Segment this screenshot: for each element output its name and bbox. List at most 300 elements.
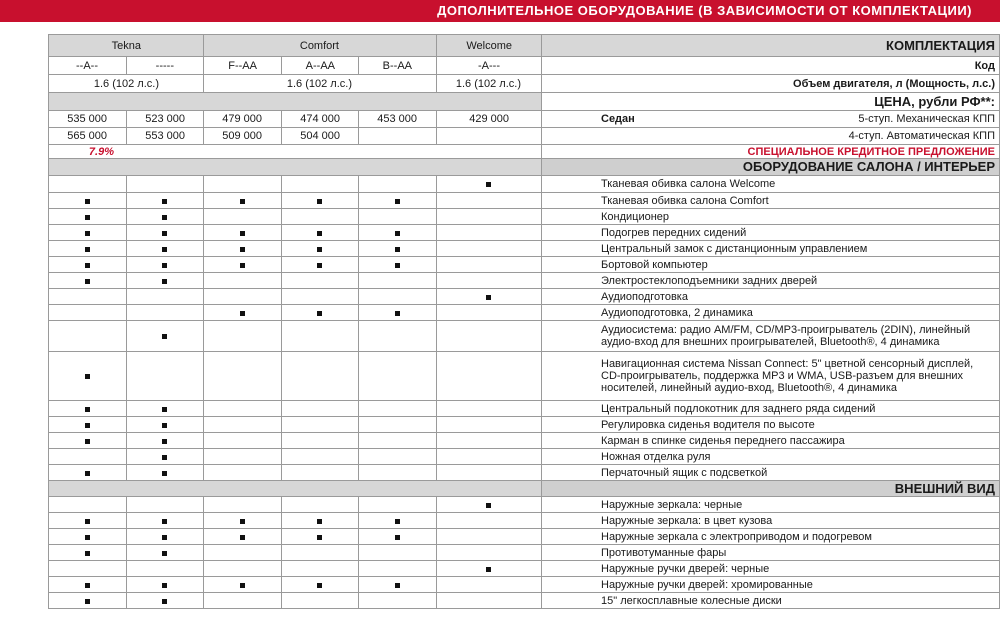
mark-cell	[49, 305, 127, 321]
mark-cell	[204, 352, 282, 401]
code-value: F--AA	[228, 59, 257, 72]
mark-cell	[359, 321, 437, 352]
feature-label: Регулировка сиденья водителя по высоте	[601, 418, 815, 431]
mark-cell	[281, 241, 359, 257]
code-cell	[126, 57, 204, 75]
mark-cell	[126, 273, 204, 289]
mark-cell	[49, 593, 127, 609]
mark-cell	[49, 465, 127, 481]
mark-cell	[126, 352, 204, 401]
feature-label-cell	[541, 241, 999, 257]
price-value: 453 000	[377, 113, 418, 125]
promo-label: СПЕЦИАЛЬНОЕ КРЕДИТНОЕ ПРЕДЛОЖЕНИЕ	[747, 145, 995, 158]
equipped-mark	[85, 374, 90, 379]
equipped-mark	[317, 311, 322, 316]
feature-label: Противотуманные фары	[601, 546, 727, 559]
mark-cell	[126, 449, 204, 465]
equipped-mark	[85, 279, 90, 284]
equipped-mark	[85, 215, 90, 220]
equipped-mark	[162, 407, 167, 412]
feature-label-cell	[541, 577, 999, 593]
mark-cell	[436, 289, 541, 305]
feature-label: Ножная отделка руля	[601, 450, 711, 463]
code-value: --A--	[76, 59, 99, 72]
feature-row	[49, 401, 1000, 417]
group-comfort: Comfort	[300, 39, 340, 52]
equipped-mark	[486, 567, 491, 572]
price-at-row	[49, 128, 1000, 145]
mark-cell	[126, 209, 204, 225]
mark-cell	[436, 273, 541, 289]
engine-value: 1.6 (102 л.с.)	[456, 77, 522, 90]
price-value: 553 000	[144, 130, 185, 142]
mark-cell	[281, 289, 359, 305]
price-label-cell	[541, 93, 999, 111]
feature-row	[49, 289, 1000, 305]
feature-row	[49, 321, 1000, 352]
equipped-mark	[162, 231, 167, 236]
equipped-mark	[395, 263, 400, 268]
group-tekna-cell	[49, 35, 204, 57]
mark-cell	[359, 305, 437, 321]
feature-label-cell	[541, 529, 999, 545]
feature-row	[49, 305, 1000, 321]
group-welcome-cell	[436, 35, 541, 57]
feature-label: Центральный подлокотник для заднего ряда сидений	[601, 402, 876, 415]
mark-cell	[436, 417, 541, 433]
mark-cell	[436, 225, 541, 241]
mark-cell	[49, 433, 127, 449]
feature-label: Наружные ручки дверей: хромированные	[601, 578, 813, 591]
mark-cell	[126, 593, 204, 609]
equipped-mark	[486, 503, 491, 508]
price-value: 504 000	[300, 130, 340, 142]
mark-cell	[49, 321, 127, 352]
code-cell	[281, 57, 359, 75]
mark-cell	[281, 225, 359, 241]
equipped-mark	[240, 263, 245, 268]
feature-label: Аудиоподготовка	[601, 290, 688, 303]
equipped-mark	[162, 247, 167, 252]
mark-cell	[126, 321, 204, 352]
mark-cell	[49, 257, 127, 273]
feature-label-cell	[541, 193, 999, 209]
feature-label: Аудиоподготовка, 2 динамика	[601, 306, 753, 319]
mark-cell	[49, 529, 127, 545]
mark-cell	[126, 577, 204, 593]
mark-cell	[359, 241, 437, 257]
equipped-mark	[85, 199, 90, 204]
equipment-table-body	[49, 35, 1000, 609]
promo-rate: 7.9%	[89, 145, 115, 158]
equipped-mark	[85, 471, 90, 476]
engine-value: 1.6 (102 л.с.)	[93, 77, 159, 90]
engine-cell	[204, 75, 437, 93]
feature-row	[49, 465, 1000, 481]
equipped-mark	[85, 439, 90, 444]
mark-cell	[49, 352, 127, 401]
mark-cell	[204, 257, 282, 273]
mark-cell	[359, 433, 437, 449]
feature-label-cell	[541, 593, 999, 609]
feature-row	[49, 577, 1000, 593]
price-cell	[281, 111, 359, 128]
mark-cell	[281, 529, 359, 545]
mark-cell	[281, 561, 359, 577]
mark-cell	[126, 465, 204, 481]
price-cell	[204, 128, 282, 145]
feature-row	[49, 449, 1000, 465]
equipped-mark	[162, 551, 167, 556]
mark-cell	[126, 289, 204, 305]
mark-cell	[281, 321, 359, 352]
mark-cell	[126, 176, 204, 193]
feature-label-cell	[541, 401, 999, 417]
mark-cell	[436, 593, 541, 609]
equipped-mark	[317, 199, 322, 204]
mark-cell	[436, 241, 541, 257]
price-value: 479 000	[222, 113, 263, 125]
feature-label: Тканевая обивка салона Comfort	[601, 194, 769, 207]
mark-cell	[49, 497, 127, 513]
mark-cell	[436, 465, 541, 481]
feature-label-cell	[541, 257, 999, 273]
mark-cell	[281, 513, 359, 529]
equipped-mark	[162, 423, 167, 428]
mark-cell	[204, 305, 282, 321]
mark-cell	[204, 289, 282, 305]
feature-row	[49, 529, 1000, 545]
engine-row	[49, 75, 1000, 93]
section-title: ВНЕШНИЙ ВИД	[894, 480, 995, 496]
mark-cell	[359, 561, 437, 577]
feature-label-cell	[541, 305, 999, 321]
equipped-mark	[240, 519, 245, 524]
mark-cell	[49, 401, 127, 417]
equipped-mark	[486, 295, 491, 300]
mark-cell	[204, 497, 282, 513]
price-cell	[281, 128, 359, 145]
mark-cell	[49, 289, 127, 305]
promo-row	[49, 145, 1000, 159]
feature-label-cell	[541, 321, 999, 352]
price-value: 474 000	[300, 113, 340, 125]
promo-rate-cell	[49, 145, 542, 159]
code-value: A--AA	[305, 59, 335, 72]
code-label-cell	[541, 57, 999, 75]
mark-cell	[204, 465, 282, 481]
price-cell	[49, 128, 127, 145]
mark-cell	[204, 433, 282, 449]
feature-label: Наружные зеркала: черные	[601, 498, 743, 511]
equipped-mark	[317, 535, 322, 540]
equipped-mark	[486, 182, 491, 187]
group-header-row	[49, 35, 1000, 57]
equipped-mark	[162, 215, 167, 220]
mark-cell	[281, 305, 359, 321]
equipped-mark	[85, 599, 90, 604]
engine-label-cell	[541, 75, 999, 93]
mark-cell	[436, 433, 541, 449]
equipped-mark	[395, 535, 400, 540]
feature-row	[49, 273, 1000, 289]
equipped-mark	[162, 455, 167, 460]
mark-cell	[359, 225, 437, 241]
feature-label-cell	[541, 561, 999, 577]
feature-row	[49, 593, 1000, 609]
equipped-mark	[162, 263, 167, 268]
price-cell	[126, 111, 204, 128]
mark-cell	[359, 352, 437, 401]
section-row	[49, 159, 1000, 176]
equipped-mark	[240, 311, 245, 316]
equipped-mark	[162, 199, 167, 204]
mark-cell	[126, 497, 204, 513]
mark-cell	[281, 417, 359, 433]
price-cell	[126, 128, 204, 145]
section-title-cell	[541, 481, 999, 497]
price-value: 523 000	[144, 113, 185, 125]
equipped-mark	[162, 583, 167, 588]
mt-label: 5-ступ. Механическая КПП	[858, 113, 995, 125]
mark-cell	[436, 193, 541, 209]
equipped-mark	[85, 551, 90, 556]
equipped-mark	[395, 199, 400, 204]
feature-label: Наружные ручки дверей: черные	[601, 562, 770, 575]
mark-cell	[359, 193, 437, 209]
mark-cell	[359, 593, 437, 609]
price-value: 429 000	[468, 113, 509, 125]
banner-title: ДОПОЛНИТЕЛЬНОЕ ОБОРУДОВАНИЕ (В ЗАВИСИМОСТИ ОТ КОМПЛЕКТАЦИИ)	[437, 3, 972, 18]
equipped-mark	[240, 199, 245, 204]
code-value: -----	[155, 59, 175, 72]
mark-cell	[126, 241, 204, 257]
engine-cell	[49, 75, 204, 93]
mark-cell	[359, 289, 437, 305]
code-cell	[49, 57, 127, 75]
code-cell	[359, 57, 437, 75]
price-mt-row	[49, 111, 1000, 128]
feature-row	[49, 225, 1000, 241]
equipped-mark	[162, 519, 167, 524]
feature-label: Наружные зеркала с электроприводом и подогревом	[601, 530, 872, 543]
mark-cell	[436, 561, 541, 577]
mark-cell	[49, 176, 127, 193]
mark-cell	[436, 209, 541, 225]
mark-cell	[436, 176, 541, 193]
mark-cell	[126, 561, 204, 577]
mark-cell	[126, 529, 204, 545]
mark-cell	[436, 352, 541, 401]
group-welcome: Welcome	[465, 39, 512, 52]
code-row	[49, 57, 1000, 75]
mark-cell	[359, 273, 437, 289]
equipped-mark	[85, 263, 90, 268]
section-fill	[49, 159, 542, 176]
mark-cell	[359, 449, 437, 465]
price-label: ЦЕНА, рубли РФ**:	[874, 93, 995, 109]
mark-cell	[126, 257, 204, 273]
mark-cell	[126, 305, 204, 321]
equipped-mark	[85, 583, 90, 588]
price-cell	[204, 111, 282, 128]
mark-cell	[281, 545, 359, 561]
mark-cell	[204, 209, 282, 225]
mark-cell	[436, 497, 541, 513]
mark-cell	[436, 545, 541, 561]
price-value: 509 000	[222, 130, 263, 142]
mark-cell	[204, 577, 282, 593]
feature-label: Наружные зеркала: в цвет кузова	[601, 514, 773, 527]
price-value: 535 000	[67, 113, 108, 125]
price-heading-row	[49, 93, 1000, 111]
feature-label: Подогрев передних сидений	[601, 226, 747, 239]
section-title: ОБОРУДОВАНИЕ САЛОНА / ИНТЕРЬЕР	[742, 159, 995, 174]
mark-cell	[281, 176, 359, 193]
equipped-mark	[162, 334, 167, 339]
equipped-mark	[162, 439, 167, 444]
price-heading-fill	[49, 93, 542, 111]
kit-label-cell	[541, 35, 999, 57]
mark-cell	[204, 513, 282, 529]
mark-cell	[204, 417, 282, 433]
equipped-mark	[162, 279, 167, 284]
equipped-mark	[85, 247, 90, 252]
feature-label-cell	[541, 176, 999, 193]
sedan-label: Седан	[601, 113, 635, 125]
feature-row	[49, 545, 1000, 561]
kit-label: КОМПЛЕКТАЦИЯ	[886, 37, 995, 53]
mark-cell	[204, 545, 282, 561]
mark-cell	[281, 449, 359, 465]
mark-cell	[204, 176, 282, 193]
code-label: Код	[974, 59, 995, 72]
equipped-mark	[85, 407, 90, 412]
mark-cell	[359, 513, 437, 529]
code-value: -A---	[477, 59, 500, 72]
equipped-mark	[317, 247, 322, 252]
mark-cell	[49, 417, 127, 433]
equipped-mark	[85, 519, 90, 524]
code-value: B--AA	[382, 59, 413, 72]
feature-row	[49, 257, 1000, 273]
equipped-mark	[317, 231, 322, 236]
feature-row	[49, 433, 1000, 449]
feature-label: Бортовой компьютер	[601, 258, 708, 271]
mark-cell	[436, 401, 541, 417]
section-fill	[49, 481, 542, 497]
feature-label-cell	[541, 545, 999, 561]
feature-label-cell	[541, 497, 999, 513]
mark-cell	[49, 193, 127, 209]
feature-label-cell	[541, 273, 999, 289]
feature-row	[49, 497, 1000, 513]
mark-cell	[126, 433, 204, 449]
feature-label-cell	[541, 513, 999, 529]
mark-cell	[126, 417, 204, 433]
mark-cell	[204, 529, 282, 545]
section-title-cell	[541, 159, 999, 176]
feature-row	[49, 352, 1000, 401]
mark-cell	[281, 209, 359, 225]
mark-cell	[359, 401, 437, 417]
mark-cell	[359, 417, 437, 433]
feature-label: Тканевая обивка салона Welcome	[601, 178, 776, 190]
mark-cell	[49, 273, 127, 289]
mark-cell	[436, 577, 541, 593]
at-label-cell	[541, 128, 999, 145]
price-cell	[436, 128, 541, 145]
feature-label: Центральный замок с дистанционным управлением	[601, 242, 868, 255]
mark-cell	[359, 209, 437, 225]
feature-label-cell	[541, 465, 999, 481]
equipped-mark	[317, 519, 322, 524]
mark-cell	[49, 225, 127, 241]
equipped-mark	[395, 311, 400, 316]
mark-cell	[126, 401, 204, 417]
price-cell	[49, 111, 127, 128]
mark-cell	[126, 225, 204, 241]
feature-label: Перчаточный ящик с подсветкой	[601, 466, 768, 479]
mark-cell	[281, 577, 359, 593]
engine-value: 1.6 (102 л.с.)	[287, 77, 353, 90]
promo-label-cell	[541, 145, 999, 159]
equipped-mark	[162, 535, 167, 540]
mark-cell	[436, 513, 541, 529]
mark-cell	[436, 305, 541, 321]
feature-row	[49, 209, 1000, 225]
equipped-mark	[85, 535, 90, 540]
mark-cell	[204, 273, 282, 289]
price-value: 565 000	[67, 130, 108, 142]
feature-row	[49, 193, 1000, 209]
feature-label: Кондиционер	[601, 210, 670, 223]
feature-label-cell	[541, 352, 999, 401]
mark-cell	[436, 257, 541, 273]
mark-cell	[204, 225, 282, 241]
mark-cell	[359, 465, 437, 481]
mark-cell	[204, 241, 282, 257]
mark-cell	[281, 352, 359, 401]
equipped-mark	[85, 423, 90, 428]
mark-cell	[281, 433, 359, 449]
code-cell	[436, 57, 541, 75]
feature-row	[49, 176, 1000, 193]
engine-cell	[436, 75, 541, 93]
mark-cell	[204, 321, 282, 352]
mark-cell	[126, 513, 204, 529]
price-cell	[436, 111, 541, 128]
feature-label: 15" легкосплавные колесные диски	[601, 594, 782, 607]
feature-label: Навигационная система Nissan Connect: 5" цветной сенсорный дисплей, CD-проигрыватель, поддержка MP3 и WMA, USB-разъем для внешних носителей, линейный аудио-вход, Bluetooth®, 4 динамика	[601, 358, 974, 394]
feature-label-cell	[541, 417, 999, 433]
engine-label: Объем двигателя, л (Мощность, л.с.)	[793, 77, 995, 90]
price-cell	[359, 111, 437, 128]
mark-cell	[359, 176, 437, 193]
mark-cell	[281, 273, 359, 289]
equipped-mark	[317, 263, 322, 268]
mark-cell	[281, 465, 359, 481]
feature-label: Электростеклоподъемники задних дверей	[601, 274, 818, 287]
mark-cell	[281, 593, 359, 609]
mark-cell	[49, 241, 127, 257]
feature-label: Аудиосистема: радио AM/FM, CD/MP3-проигрыватель (2DIN), линейный аудио-вход для внешних проигрывателей, Bluetooth®, 4 динамика	[601, 324, 971, 348]
mark-cell	[204, 401, 282, 417]
feature-row	[49, 561, 1000, 577]
feature-label-cell	[541, 433, 999, 449]
mark-cell	[204, 593, 282, 609]
feature-label-cell	[541, 225, 999, 241]
